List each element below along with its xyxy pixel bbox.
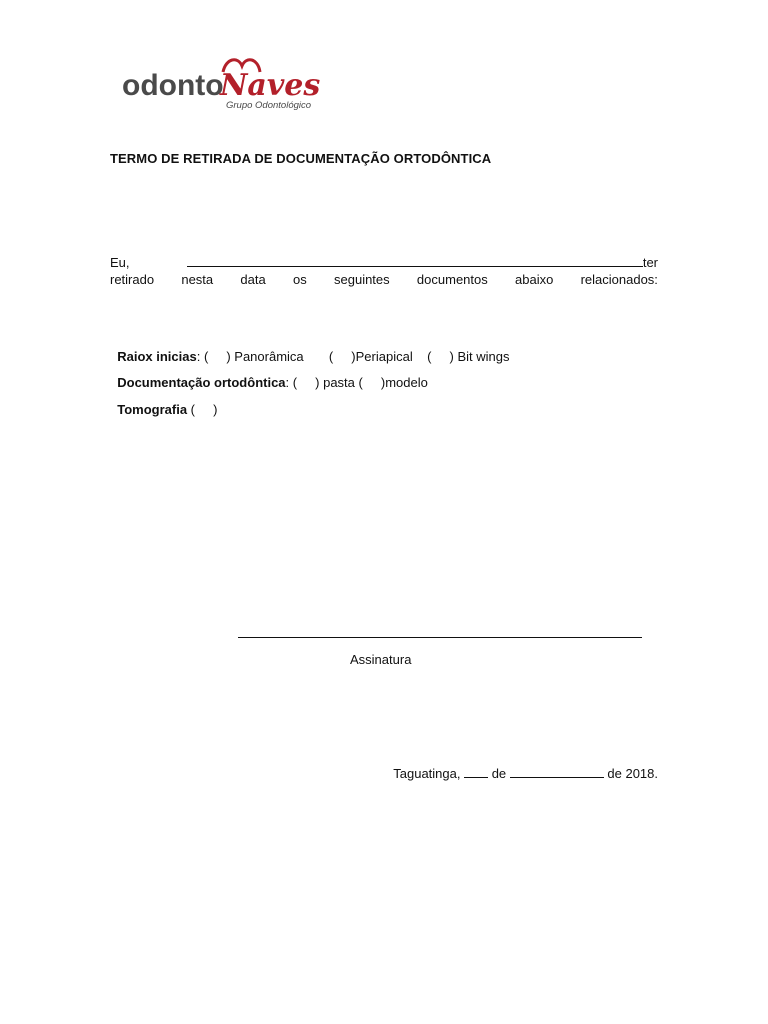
- tomografia-label: Tomografia: [117, 402, 188, 417]
- signature-label: Assinatura: [350, 652, 412, 667]
- statement-word: os: [293, 272, 307, 287]
- statement-word: abaixo: [515, 272, 554, 287]
- name-blank-line[interactable]: [187, 254, 643, 267]
- statement-word: seguintes: [334, 272, 390, 287]
- documentacao-label: Documentação ortodôntica: [117, 375, 286, 390]
- statement-line-1: [110, 254, 658, 271]
- logo-tagline: Grupo Odontológico: [226, 100, 312, 111]
- day-blank[interactable]: [464, 765, 488, 778]
- statement-word: nesta: [181, 272, 214, 287]
- statement-tail: ter: [642, 255, 658, 270]
- date-suffix: de 2018.: [603, 766, 658, 781]
- date-city: Taguatinga,: [393, 766, 465, 781]
- raiox-options: : ( ) Panorâmica ( )Periapical ( ) Bit wings: [196, 349, 510, 364]
- tomografia-options: ( ): [187, 402, 218, 417]
- documentacao-options: : ( ) pasta ( )modelo: [285, 375, 428, 390]
- document-title: TERMO DE RETIRADA DE DOCUMENTAÇÃO ORTODÔNTICA: [110, 151, 492, 166]
- statement-line-2: [110, 271, 658, 288]
- logo-text-odonto: odonto: [122, 69, 224, 102]
- logo-text-naves: Naves: [220, 68, 321, 103]
- date-line: [393, 765, 658, 781]
- signature-line[interactable]: [238, 637, 642, 638]
- statement-word: documentos: [416, 272, 488, 287]
- month-blank[interactable]: [510, 765, 604, 778]
- statement-word: relacionados:: [580, 272, 658, 287]
- raiox-label: Raiox inicias: [117, 349, 197, 364]
- tomografia-row: [110, 384, 217, 418]
- company-logo: [120, 52, 330, 114]
- date-de: de: [488, 766, 510, 781]
- statement-lead: Eu,: [110, 255, 130, 270]
- statement-word: retirado: [110, 272, 155, 287]
- statement-word: data: [240, 272, 266, 287]
